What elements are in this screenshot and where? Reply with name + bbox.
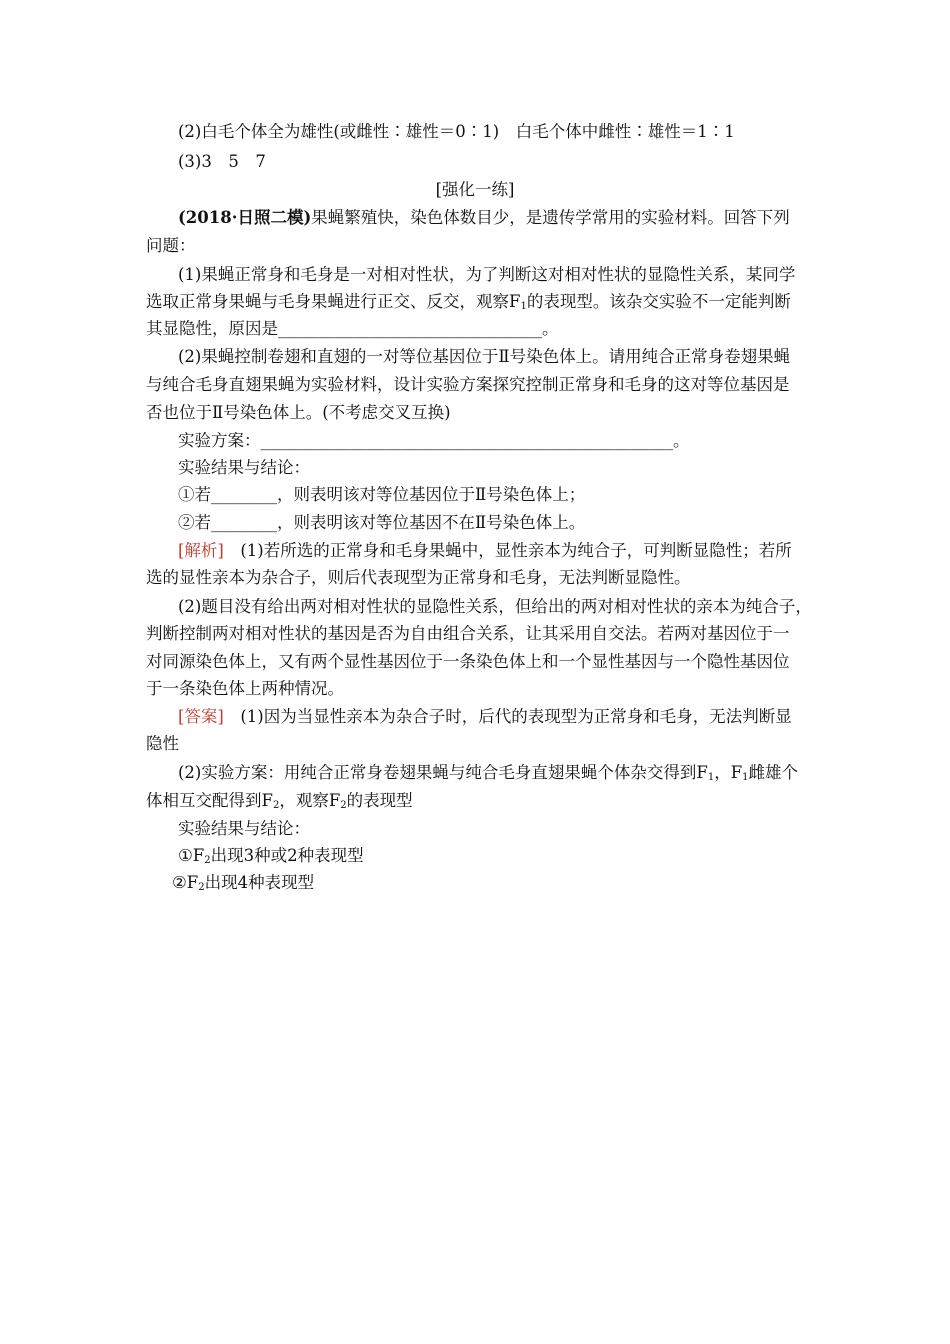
- analysis-tag: [解析]: [178, 541, 224, 560]
- analysis-line4: 判断控制两对相对性状的基因是否为自由组合关系，让其采用自交法。若两对基因位于一: [146, 624, 790, 643]
- answer-subscript: 2: [198, 882, 205, 893]
- answer-result-2-part-b: 出现4种表现型: [204, 873, 315, 892]
- prev-answer-part2: (2)白毛个体全为雄性(或雌性∶雄性＝0∶1) 白毛个体中雌性∶雄性＝1∶1: [178, 122, 735, 141]
- answer-line3-part-c: 雌雄个: [748, 763, 799, 782]
- prev-answer-part3: (3)3 5 7: [178, 152, 266, 171]
- answer-line4-part-c: 的表现型: [346, 791, 413, 810]
- analysis-line2: 选的显性亲本为杂合子，则后代表现型为正常身和毛身，无法判断显隐性。: [146, 568, 691, 587]
- analysis-line6: 于一条染色体上两种情况。: [146, 679, 344, 698]
- answer-result-1: [178, 845, 364, 867]
- answer-subscript: 2: [204, 855, 211, 866]
- answer-line2: 隐性: [146, 734, 179, 753]
- answer-result-1-part-a: ①F: [178, 846, 205, 865]
- q1-subscript: 1: [520, 301, 527, 312]
- answer-line3-part-a: (2)实验方案：用纯合正常身卷翅果蝇与纯合毛身直翅果蝇个体杂交得到F: [178, 763, 708, 782]
- answer-result-2-part-a: ②F: [172, 873, 199, 892]
- answer-line3-part-b: ，F: [714, 763, 743, 782]
- question-results-label: 实验结果与结论：: [178, 458, 310, 477]
- answer-result-1-part-b: 出现3种或2种表现型: [210, 846, 364, 865]
- question-intro-line1: [178, 207, 790, 229]
- answer-results-label: 实验结果与结论：: [178, 819, 310, 838]
- analysis-line5: 对同源染色体上，又有两个显性基因位于一条染色体上和一个显性基因与一个隐性基因位: [146, 652, 790, 671]
- answer-tag: [答案]: [178, 707, 224, 726]
- q1-line1: (1)果蝇正常身和毛身是一对相对性状，为了判断这对相对性状的显隐性关系，某同学: [178, 265, 796, 284]
- answer-subscript: 2: [272, 800, 280, 811]
- answer-line4-part-b: ，观察F: [279, 791, 341, 810]
- answer-line4-part-a: 体相互交配得到F: [146, 791, 273, 810]
- q2-line2: 与纯合毛身直翅果蝇为实验材料，设计实验方案探究控制正常身和毛身的这对等位基因是: [146, 375, 790, 394]
- q2-line3: 否也位于Ⅱ号染色体上。(不考虑交叉互换): [146, 403, 451, 422]
- question-plan: 实验方案：__________________________________________________。: [178, 431, 690, 450]
- question-intro-line2: 问题：: [146, 236, 196, 255]
- question-result-1: ①若________，则表明该对等位基因位于Ⅱ号染色体上；: [178, 485, 586, 504]
- answer-subscript: 1: [742, 772, 749, 783]
- answer-line1-text: (1)因为当显性亲本为杂合子时，后代的表现型为正常身和毛身，无法判断显: [223, 707, 792, 726]
- analysis-line3: (2)题目没有给出两对相对性状的显隐性关系，但给出的两对相对性状的亲本为纯合子，: [178, 597, 812, 616]
- q2-line1: (2)果蝇控制卷翅和直翅的一对等位基因位于Ⅱ号染色体上。请用纯合正常身卷翅果蝇: [178, 347, 791, 366]
- question-result-2: ②若________，则表明该对等位基因不在Ⅱ号染色体上。: [178, 513, 586, 532]
- answer-subscript: 1: [707, 772, 715, 783]
- section-heading: [强化一练]: [435, 180, 515, 199]
- question-intro-text: 果蝇繁殖快，染色体数目少，是遗传学常用的实验材料。回答下列: [311, 208, 790, 227]
- analysis-line1: [178, 540, 792, 562]
- q1-line3: 其显隐性，原因是________________________________。: [146, 319, 559, 338]
- analysis-line1-text: (1)若所选的正常身和毛身果蝇中，显性亲本为纯合子，可判断显隐性；若所: [223, 541, 792, 560]
- question-source: (2018·日照二模): [178, 208, 312, 227]
- answer-line4: [146, 790, 413, 812]
- q1-line2: [146, 291, 791, 313]
- answer-result-2: [172, 872, 314, 894]
- answer-subscript: 2: [340, 800, 347, 811]
- answer-line1: [178, 706, 792, 728]
- answer-line3: [178, 762, 798, 784]
- q1-line2-part-a: 选取正常身果蝇与毛身果蝇进行正交、反交，观察F: [146, 292, 521, 311]
- q1-line2-part-b: 的表现型。该杂交实验不一定能判断: [526, 292, 791, 311]
